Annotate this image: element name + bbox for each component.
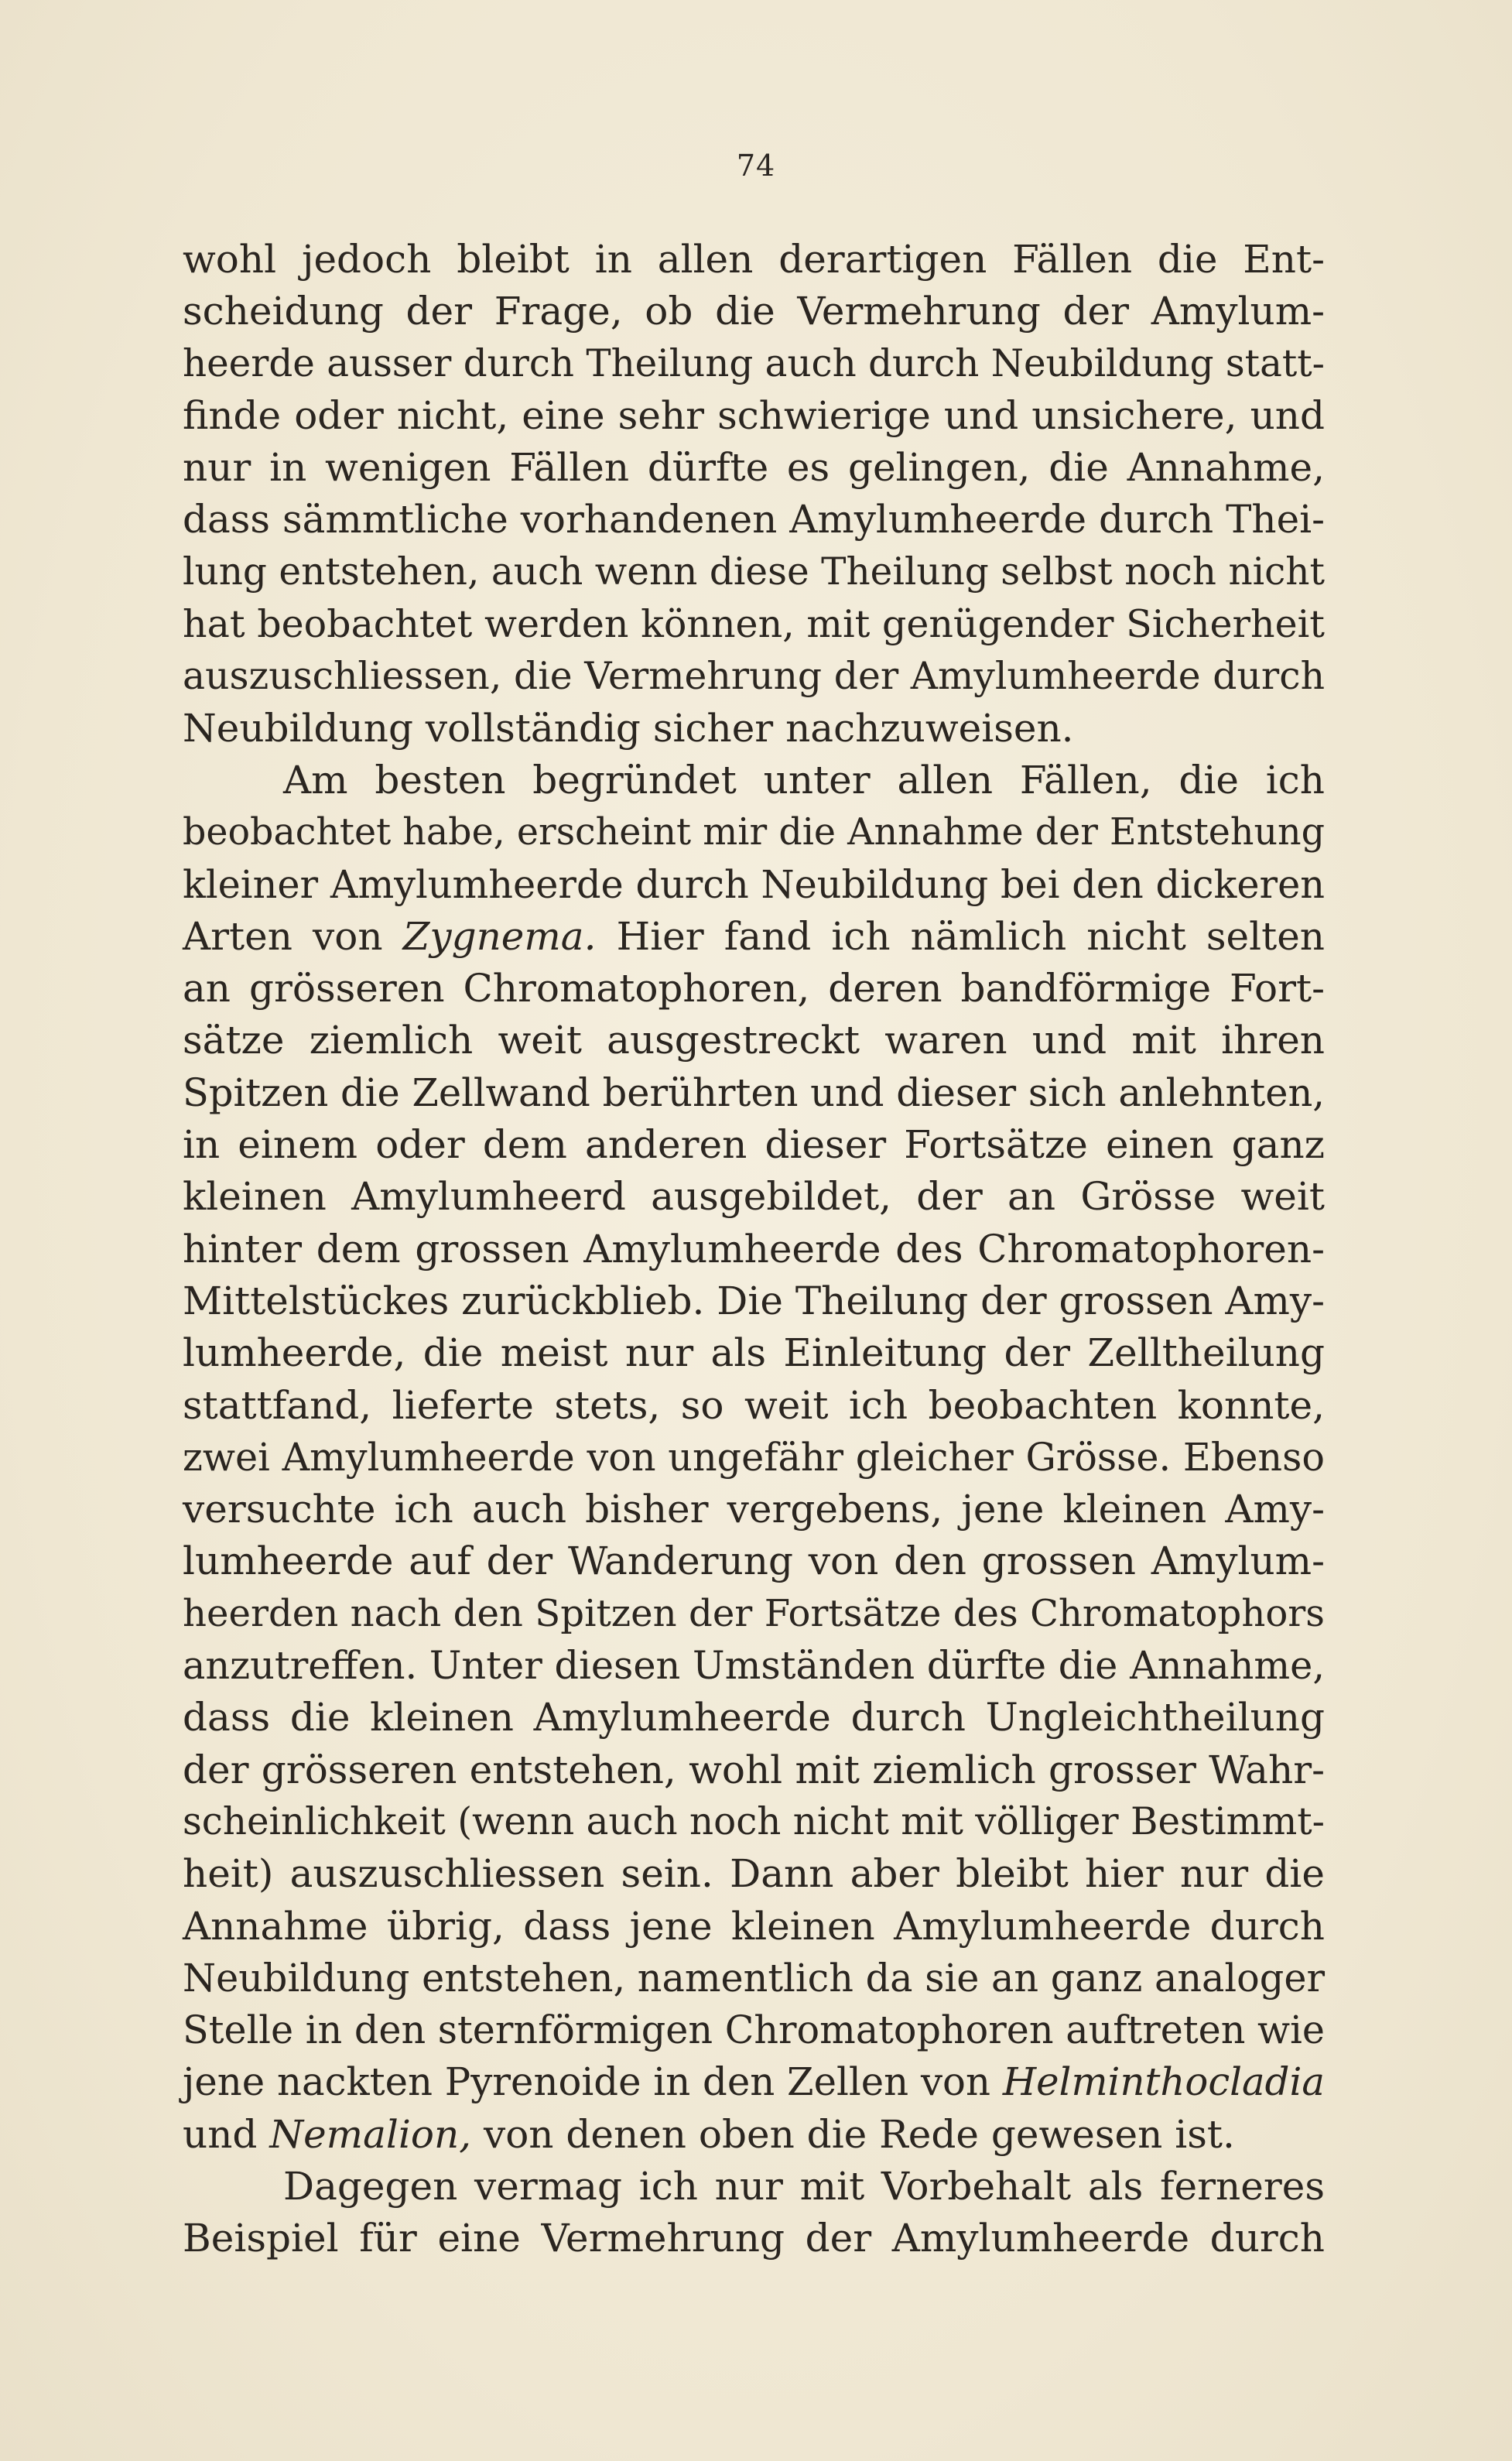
text-line: lumheerde auf der Wanderung von den grossen Amylum- [183,1539,1325,1584]
text-run: jene nackten Pyrenoide in den Zellen von [183,2059,1003,2105]
text-line: heerden nach den Spitzen der Fortsätze des Chromatophors [183,1591,1325,1635]
text-run: Hier fand ich nämlich nicht selten [596,913,1326,959]
text-line: Am besten begründet unter allen Fällen, die ich [283,757,1325,803]
italic-taxon: Helminthocladia [1002,2059,1325,2105]
text-line: scheidung der Frage, ob die Vermehrung der Amylum- [183,289,1325,334]
text-line: Mittelstückes zurückblieb. Die Theilung der grossen Amy- [183,1278,1325,1323]
text-line: lumheerde, die meist nur als Einleitung der Zelltheilung [183,1330,1325,1376]
text-line: versuchte ich auch bisher vergebens, jene kleinen Amy- [183,1487,1325,1532]
text-line: kleinen Amylumheerd ausgebildet, der an Grösse weit [183,1174,1325,1220]
text-line: Neubildung vollständig sicher nachzuweisen. [183,705,1074,751]
text-line: der grösseren entstehen, wohl mit ziemlich grosser Wahr- [183,1747,1325,1792]
text-line: an grösseren Chromatophoren, deren bandförmige Fort- [183,966,1325,1011]
text-line: anzutreffen. Unter diesen Umständen dürfte die Annahme, [183,1643,1325,1689]
text-line: scheinlichkeit (wenn auch noch nicht mit völliger Bestimmt- [183,1799,1325,1843]
text-run: Arten von [183,913,403,959]
text-line: wohl jedoch bleibt in allen derartigen Fällen die Ent- [183,237,1325,282]
text-line: Neubildung entstehen, namentlich da sie an ganz analoger [183,1955,1325,2001]
italic-taxon: Zygnema. [402,913,597,959]
text-line: beobachtet habe, erscheint mir die Annahme der Entstehung [183,811,1325,854]
text-line [183,2109,1325,2161]
text-line: in einem oder dem anderen dieser Fortsätze einen ganz [183,1122,1325,1168]
text-line: Dagegen vermag ich nur mit Vorbehalt als ferneres [283,2163,1325,2209]
text-line: Annahme übrig, dass jene kleinen Amylumheerde durch [183,1903,1325,1949]
body-text [183,234,1325,2265]
text-line: sätze ziemlich weit ausgestreckt waren und mit ihren [183,1018,1325,1063]
text-line: kleiner Amylumheerde durch Neubildung bei den dickeren [183,861,1325,907]
text-line: heerde ausser durch Theilung auch durch Neubildung statt- [183,341,1325,385]
text-line [183,2056,1325,2108]
text-line: nur in wenigen Fällen dürfte es gelingen, die Annahme, [183,445,1325,491]
text-line: Stelle in den sternförmigen Chromatophoren auftreten wie [183,2007,1325,2053]
text-line: Beispiel für eine Vermehrung der Amylumheerde durch [183,2216,1325,2261]
text-run: von denen oben die Rede gewesen ist. [471,2111,1235,2157]
text-line: stattfand, lieferte stets, so weit ich beobachten konnte, [183,1382,1325,1428]
text-line: zwei Amylumheerde von ungefähr gleicher Grösse. Ebenso [183,1434,1325,1480]
text-line: lung entstehen, auch wenn diese Theilung selbst noch nicht [183,549,1325,594]
page-number: 74 [736,149,776,183]
text-line: dass sämmtliche vorhandenen Amylumheerde durch Thei- [183,497,1325,543]
text-line: heit) auszuschliessen sein. Dann aber bleibt hier nur die [183,1851,1325,1897]
text-run: und [183,2111,270,2157]
text-line: auszuschliessen, die Vermehrung der Amylumheerde durch [183,654,1325,699]
text-line: hinter dem grossen Amylumheerde des Chromatophoren- [183,1226,1325,1272]
text-line: finde oder nicht, eine sehr schwierige und unsichere, und [183,392,1325,438]
text-line: dass die kleinen Amylumheerde durch Ungleichtheilung [183,1695,1325,1740]
text-line: Spitzen die Zellwand berührten und dieser sich anlehnten, [183,1070,1325,1115]
text-line [183,911,1325,963]
text-line: hat beobachtet werden können, mit genügender Sicherheit [183,601,1325,647]
italic-taxon: Nemalion, [269,2111,472,2157]
